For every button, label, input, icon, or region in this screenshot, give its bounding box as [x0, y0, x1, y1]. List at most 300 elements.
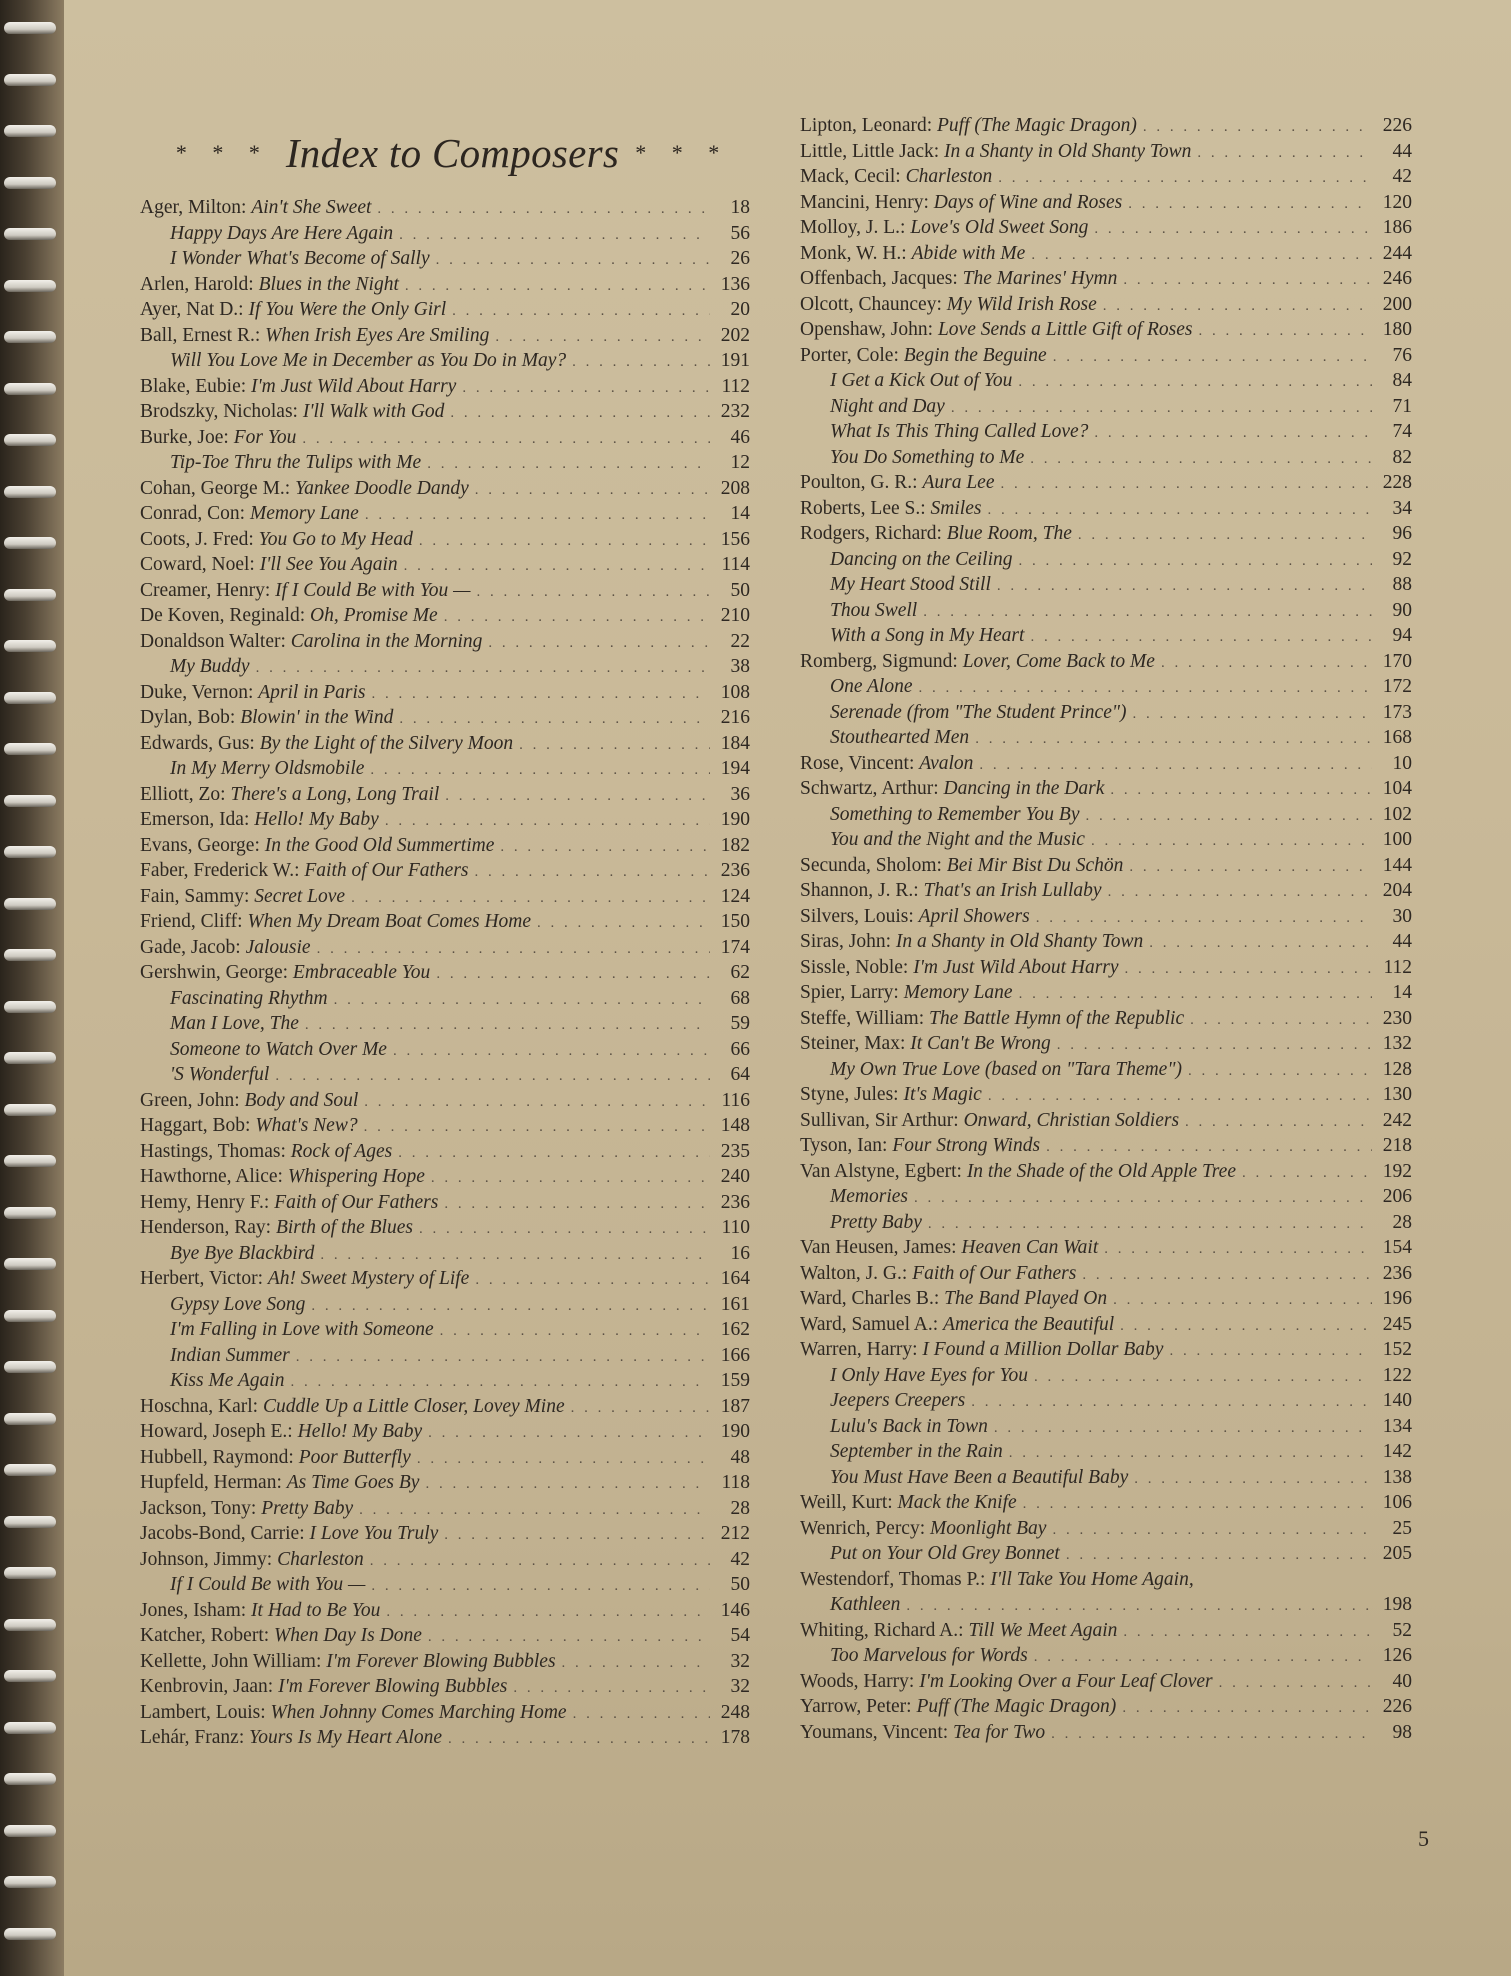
dot-leader [428, 1421, 710, 1447]
page-ref: 18 [730, 197, 750, 218]
song-title: You Go to My Head [258, 528, 413, 550]
composer-name: Styne, Jules: [800, 1084, 899, 1105]
dot-leader [305, 1013, 710, 1039]
index-entry [800, 419, 1412, 445]
song-title: The Marines' Hymn [962, 268, 1118, 289]
spiral-ring [4, 743, 56, 755]
page-ref: 130 [1382, 1084, 1412, 1105]
dot-leader [1128, 192, 1372, 218]
dot-leader [513, 1676, 710, 1702]
index-entry [140, 1649, 750, 1675]
page-ref: 26 [730, 248, 750, 269]
dot-leader [1134, 1467, 1372, 1493]
song-title: For You [233, 426, 297, 448]
page-ref: 240 [720, 1166, 750, 1187]
page-ref: 120 [1382, 191, 1412, 213]
dot-leader [906, 1594, 1372, 1620]
index-entry [800, 496, 1412, 522]
composer-name: Secunda, Sholom: [800, 854, 942, 876]
song-title: Bye Bye Blackbird [170, 1242, 315, 1264]
song-title: Faith of Our Fathers [304, 860, 469, 881]
dot-leader [444, 1523, 710, 1549]
page-ref: 174 [720, 936, 750, 958]
spiral-ring [4, 1876, 56, 1888]
composer-name: Van Alstyne, Egbert: [800, 1160, 962, 1182]
composer-name: Henderson, Ray: [140, 1217, 272, 1238]
dot-leader [573, 1702, 710, 1728]
dot-leader [1129, 855, 1372, 881]
song-title: Whispering Hope [287, 1166, 425, 1187]
index-entry [800, 674, 1412, 700]
index-entry [800, 1439, 1412, 1465]
page-ref: 106 [1382, 1492, 1412, 1513]
dot-leader [971, 1390, 1372, 1416]
dot-leader [1094, 421, 1372, 447]
dot-leader [1034, 1645, 1372, 1671]
song-title: Onward, Christian Soldiers [963, 1109, 1180, 1131]
index-entry [140, 960, 750, 986]
page-ref: 204 [1382, 880, 1412, 901]
spiral-ring [4, 1052, 56, 1064]
composer-name: Katcher, Robert: [140, 1625, 270, 1646]
dot-leader [1219, 1671, 1372, 1697]
page-ref: 248 [720, 1701, 750, 1723]
page-ref: 42 [730, 1548, 750, 1570]
song-title: Smiles [930, 497, 982, 519]
dot-leader [364, 1115, 710, 1141]
composer-name: Blake, Eubie: [140, 375, 247, 397]
dot-leader [572, 350, 710, 376]
page-ref: 96 [1392, 523, 1412, 544]
dot-leader [436, 248, 710, 274]
song-title: Ah! Sweet Mystery of Life [267, 1268, 470, 1289]
composer-name: Olcott, Chauncey: [800, 293, 942, 315]
page-ref: 245 [1382, 1313, 1412, 1335]
composer-name: Molloy, J. L.: [800, 217, 906, 238]
song-title: What Is This Thing Called Love? [830, 421, 1089, 442]
page-ref: 28 [730, 1497, 750, 1519]
page-ref: 182 [720, 834, 750, 856]
song-title: In a Shanty in Old Shanty Town [944, 140, 1192, 162]
composer-name: Steffe, William: [800, 1007, 925, 1029]
page-ref: 218 [1382, 1135, 1412, 1156]
index-entry [140, 654, 750, 680]
spiral-ring [4, 1773, 56, 1785]
composer-name: Sissle, Noble: [800, 956, 909, 978]
dot-leader [311, 1294, 710, 1320]
dot-leader [1009, 1441, 1372, 1467]
composer-name: Ayer, Nat D.: [140, 299, 244, 320]
composer-name: Hubbell, Raymond: [140, 1446, 294, 1468]
dot-leader [452, 299, 710, 325]
composer-name: Friend, Cliff: [140, 911, 243, 932]
spiral-ring [4, 795, 56, 807]
index-entry [140, 884, 750, 910]
song-title: Lulu's Back in Town [830, 1415, 988, 1437]
index-entry [800, 445, 1412, 471]
song-title: Four Strong Winds [892, 1135, 1041, 1156]
composer-name: Johnson, Jimmy: [140, 1548, 273, 1570]
song-title: Body and Soul [244, 1089, 359, 1111]
dot-leader [404, 554, 710, 580]
page-ref: 74 [1392, 421, 1412, 442]
index-entry [800, 1720, 1412, 1746]
index-entry [140, 1011, 750, 1037]
page-ref: 236 [1382, 1262, 1412, 1284]
composer-name: Elliott, Zo: [140, 783, 226, 805]
composer-name: Rose, Vincent: [800, 752, 915, 774]
index-entry [800, 139, 1412, 165]
index-entry [800, 1159, 1412, 1185]
index-column-right [800, 113, 1412, 1745]
index-entry [800, 368, 1412, 394]
song-title: Faith of Our Fathers [274, 1191, 439, 1213]
index-entry [800, 725, 1412, 751]
composer-name: Cohan, George M.: [140, 477, 291, 499]
composer-name: Shannon, J. R.: [800, 880, 919, 901]
spiral-ring [4, 228, 56, 240]
page-ref: 200 [1382, 293, 1412, 315]
page-ref: 140 [1382, 1390, 1412, 1411]
composer-name: Herbert, Victor: [140, 1268, 264, 1289]
song-title: I Found a Million Dollar Baby [922, 1339, 1164, 1360]
index-entry [800, 598, 1412, 624]
dot-leader [365, 503, 710, 529]
song-title: Love Sends a Little Gift of Roses [937, 319, 1193, 340]
page-ref: 94 [1392, 625, 1412, 646]
index-entry [140, 1317, 750, 1343]
page-ref: 114 [721, 554, 750, 575]
song-title: September in the Rain [830, 1441, 1003, 1462]
dot-leader [997, 574, 1372, 600]
index-entry [800, 470, 1412, 496]
page-ref: 128 [1382, 1058, 1412, 1080]
composer-name: Romberg, Sigmund: [800, 650, 958, 672]
song-title: Cuddle Up a Little Closer, Lovey Mine [262, 1395, 565, 1417]
index-entry [140, 858, 750, 884]
dot-leader [399, 223, 710, 249]
composer-name: Coward, Noel: [140, 554, 255, 575]
page-ref: 161 [720, 1293, 750, 1315]
song-title: I'm Forever Blowing Bubbles [326, 1650, 556, 1672]
page-ref: 159 [720, 1370, 750, 1391]
index-entry [800, 853, 1412, 879]
spiral-ring [4, 1619, 56, 1631]
song-title: Put on Your Old Grey Bonnet [830, 1543, 1060, 1564]
song-title: I'm Looking Over a Four Leaf Clover [919, 1670, 1213, 1692]
index-entry [800, 1337, 1412, 1363]
dot-leader [370, 758, 710, 784]
song-title: Jeepers Creepers [830, 1390, 966, 1411]
song-title: I Get a Kick Out of You [830, 370, 1013, 391]
song-title: Blues in the Night [258, 273, 399, 295]
dot-leader [994, 1416, 1372, 1442]
dot-leader [275, 1064, 710, 1090]
song-title: Kiss Me Again [170, 1370, 285, 1391]
page-ref: 190 [720, 809, 750, 830]
index-entry [800, 904, 1412, 930]
dot-leader [417, 1447, 710, 1473]
dot-leader [1199, 319, 1372, 345]
spiral-ring [4, 74, 56, 86]
song-title: Days of Wine and Roses [933, 191, 1123, 213]
composer-name: Conrad, Con: [140, 503, 246, 524]
composer-name: Creamer, Henry: [140, 579, 271, 601]
index-entry [800, 343, 1412, 369]
page-ref: 142 [1382, 1441, 1412, 1462]
page-ref: 110 [721, 1217, 750, 1238]
composer-name: Steiner, Max: [800, 1033, 906, 1054]
page-ref: 20 [730, 299, 750, 320]
page-ref: 242 [1382, 1109, 1412, 1131]
spiral-ring [4, 1670, 56, 1682]
song-title: I'm Forever Blowing Bubbles [278, 1676, 508, 1697]
page-ref: 205 [1382, 1543, 1412, 1564]
dot-leader [1103, 294, 1372, 320]
composer-name: Roberts, Lee S.: [800, 497, 926, 519]
song-title: When Irish Eyes Are Smiling [265, 324, 490, 346]
song-title: In the Shade of the Old Apple Tree [966, 1160, 1236, 1182]
spiral-ring [4, 1928, 56, 1940]
song-title: I'm Falling in Love with Someone [170, 1319, 434, 1340]
index-entry [800, 1567, 1412, 1593]
index-entry [800, 1261, 1412, 1287]
page-ref: 32 [730, 1676, 750, 1697]
index-entry [140, 603, 750, 629]
composer-name: Jacobs-Bond, Carrie: [140, 1523, 305, 1544]
index-entry [140, 1674, 750, 1700]
song-title: I'm Just Wild About Harry [913, 956, 1119, 978]
index-title [150, 118, 755, 188]
composer-name: Ager, Milton: [140, 197, 247, 218]
dot-leader [1094, 217, 1372, 243]
spiral-ring [4, 1413, 56, 1425]
index-entry [800, 113, 1412, 139]
page-ref: 124 [720, 885, 750, 907]
index-column-left [140, 195, 750, 1751]
index-entry [140, 1266, 750, 1292]
dot-leader [1052, 1518, 1372, 1544]
dot-leader [923, 600, 1372, 626]
song-title: Yours Is My Heart Alone [249, 1727, 442, 1748]
page-ref: 62 [730, 962, 750, 983]
page-ref: 191 [720, 350, 750, 371]
song-title: My Own True Love (based on "Tara Theme") [830, 1058, 1183, 1080]
dot-leader [1034, 1365, 1372, 1391]
composer-name: Westendorf, Thomas P.: [800, 1568, 986, 1590]
song-title: Memory Lane [249, 503, 359, 524]
page-ref: 122 [1382, 1364, 1412, 1386]
index-entry [140, 1343, 750, 1369]
spiral-ring [4, 537, 56, 549]
page-ref: 14 [730, 503, 750, 524]
dot-leader [1036, 906, 1372, 932]
page-ref: 212 [720, 1523, 750, 1544]
song-title: Hello! My Baby [297, 1421, 423, 1442]
page-ref: 25 [1392, 1517, 1412, 1539]
index-entry [140, 680, 750, 706]
page-ref: 198 [1382, 1594, 1412, 1615]
index-entry [800, 776, 1412, 802]
index-entry [140, 1088, 750, 1114]
composer-name: Lehár, Franz: [140, 1727, 245, 1748]
page-ref: 216 [720, 707, 750, 728]
index-entry [800, 572, 1412, 598]
song-title: One Alone [830, 676, 913, 697]
page-ref: 68 [730, 987, 750, 1009]
index-entry [800, 802, 1412, 828]
dot-leader [256, 656, 710, 682]
dot-leader [477, 580, 710, 606]
dot-leader [1031, 243, 1372, 269]
spiral-ring [4, 1258, 56, 1270]
composer-name: Lambert, Louis: [140, 1701, 266, 1723]
dot-leader [428, 1625, 710, 1651]
composer-name: Hupfeld, Herman: [140, 1472, 282, 1493]
song-title: Someone to Watch Over Me [170, 1038, 387, 1060]
composer-name: Lipton, Leonard: [800, 115, 933, 136]
page-ref: 108 [720, 681, 750, 703]
song-title: In a Shanty in Old Shanty Town [895, 931, 1144, 952]
page-ref: 178 [720, 1727, 750, 1748]
index-entry [800, 1108, 1412, 1134]
index-entry [140, 1241, 750, 1267]
index-entry [800, 292, 1412, 318]
page-ref: 206 [1382, 1186, 1412, 1207]
song-title: Ain't She Sweet [251, 197, 372, 218]
composer-name: Sullivan, Sir Arthur: [800, 1109, 959, 1131]
song-title: Poor Butterfly [298, 1446, 411, 1468]
index-entry [800, 1235, 1412, 1261]
dot-leader [425, 1472, 710, 1498]
index-entry [140, 425, 750, 451]
page-ref: 235 [720, 1140, 750, 1162]
song-title: You Do Something to Me [830, 446, 1025, 468]
composer-name: Hemy, Henry F.: [140, 1191, 270, 1213]
composer-name: Arlen, Harold: [140, 273, 254, 295]
song-title: If I Could Be with You — [275, 579, 471, 601]
dot-leader [398, 1141, 710, 1167]
page-ref: 16 [730, 1242, 750, 1264]
dot-leader [393, 1039, 710, 1065]
index-entry [140, 1623, 750, 1649]
dot-leader [475, 1268, 710, 1294]
index-entry [800, 241, 1412, 267]
spiral-ring [4, 1104, 56, 1116]
page-ref: 56 [730, 222, 750, 244]
song-title: Charleston [277, 1548, 364, 1570]
song-title: America the Beautiful [943, 1313, 1115, 1335]
composer-name: Rodgers, Richard: [800, 523, 942, 544]
dot-leader [440, 1319, 710, 1345]
song-title: Mack the Knife [897, 1492, 1017, 1513]
index-entry [140, 1572, 750, 1598]
song-title: In the Good Old Summertime [264, 834, 495, 856]
composer-name: Fain, Sammy: [140, 885, 250, 907]
dot-leader [1188, 1059, 1372, 1085]
index-entry [800, 623, 1412, 649]
page-ref: 32 [730, 1650, 750, 1672]
composer-name: Haggart, Bob: [140, 1115, 251, 1136]
composer-name: Brodszky, Nicholas: [140, 401, 298, 422]
page-ref: 10 [1392, 752, 1412, 774]
index-entry [800, 1388, 1412, 1414]
index-entry [800, 1031, 1412, 1057]
song-title: Dancing on the Ceiling [830, 548, 1013, 570]
composer-name: Jones, Isham: [140, 1599, 247, 1621]
dot-leader [488, 631, 710, 657]
page-ref: 46 [730, 426, 750, 448]
index-entry [140, 1037, 750, 1063]
page-ref: 71 [1392, 395, 1412, 417]
song-title: Yankee Doodle Dandy [295, 477, 469, 499]
dot-leader [399, 707, 710, 733]
song-title: Bei Mir Bist Du Schön [946, 854, 1124, 876]
composer-name: Burke, Joe: [140, 426, 229, 448]
index-entry [800, 1184, 1412, 1210]
index-entry [140, 476, 750, 502]
index-entry [140, 1419, 750, 1445]
index-entry [140, 1139, 750, 1165]
page-ref: 208 [720, 477, 750, 499]
index-entry [140, 1700, 750, 1726]
song-title: It Can't Be Wrong [910, 1033, 1051, 1054]
song-title: I'll Take You Home Again, [990, 1568, 1194, 1590]
index-entry [140, 450, 750, 476]
spiral-ring [4, 1361, 56, 1373]
index-entry [140, 527, 750, 553]
index-entry [800, 1516, 1412, 1542]
composer-name: Yarrow, Peter: [800, 1696, 912, 1717]
index-entry [140, 986, 750, 1012]
composer-name: Hastings, Thomas: [140, 1140, 286, 1162]
dot-leader [290, 1370, 710, 1396]
spiral-ring [4, 1567, 56, 1579]
song-title: By the Light of the Silvery Moon [259, 732, 514, 754]
song-title: Kathleen [830, 1594, 901, 1615]
index-entry [800, 980, 1412, 1006]
composer-name: Gershwin, George: [140, 962, 289, 983]
index-entry [140, 221, 750, 247]
dot-leader [571, 1396, 710, 1422]
index-entry [800, 547, 1412, 573]
page-ref: 44 [1392, 140, 1412, 162]
song-title: The Band Played On [944, 1288, 1108, 1309]
page-ref: 146 [720, 1599, 750, 1621]
index-entry [800, 1643, 1412, 1669]
composer-name: Offenbach, Jacques: [800, 268, 958, 289]
page-ref: 172 [1382, 676, 1412, 697]
composer-name: Walton, J. G.: [800, 1262, 908, 1284]
composer-name: Donaldson Walter: [140, 630, 286, 652]
dot-leader [1143, 115, 1372, 141]
dot-leader [448, 1727, 710, 1753]
song-title: My Wild Irish Rose [946, 293, 1097, 315]
composer-name: Hawthorne, Alice: [140, 1166, 283, 1187]
index-entry [800, 1057, 1412, 1083]
song-title: I Love You Truly [309, 1523, 439, 1544]
spiral-ring [4, 434, 56, 446]
index-entry [140, 705, 750, 731]
page-ref: 82 [1392, 446, 1412, 468]
composer-name: Wenrich, Percy: [800, 1517, 926, 1539]
song-title: Embraceable You [292, 962, 431, 983]
page-ref: 138 [1382, 1466, 1412, 1488]
song-title: April Showers [918, 905, 1030, 927]
index-entry [800, 1286, 1412, 1312]
spiral-ring [4, 846, 56, 858]
index-entry [800, 1133, 1412, 1159]
